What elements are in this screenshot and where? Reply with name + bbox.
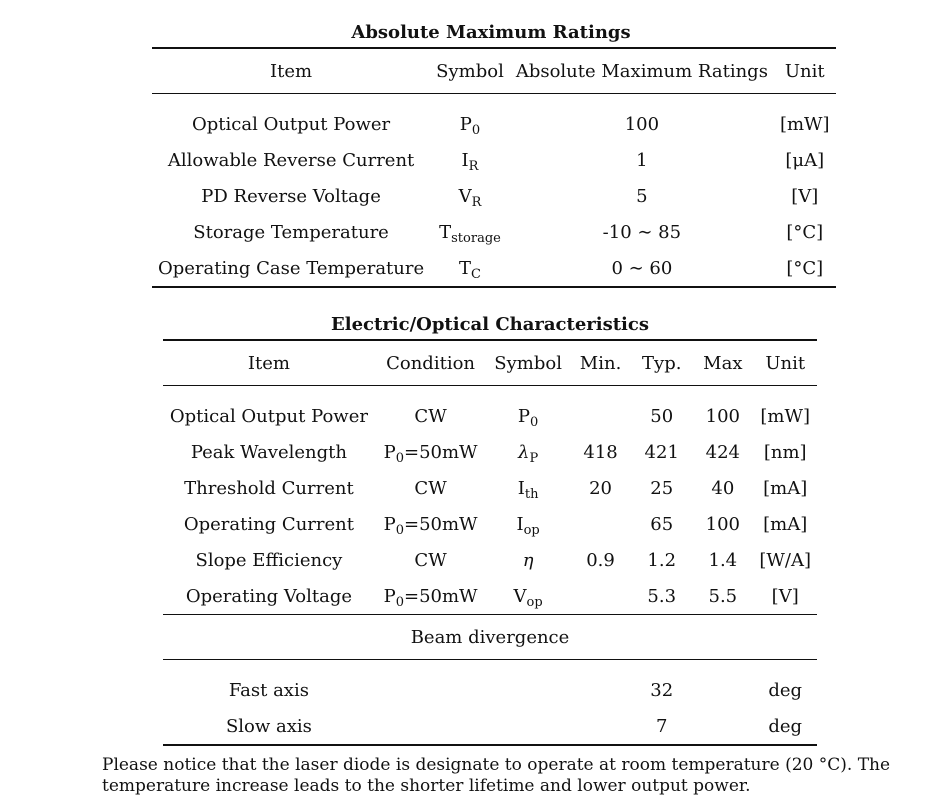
eoc-symbol: $\lambda_P$ (518, 441, 539, 466)
eoc-unit: [mA] (763, 513, 808, 535)
amr-item: Optical Output Power (192, 113, 391, 135)
amr-header-symbol: Symbol (430, 48, 510, 94)
eoc-item: Operating Voltage (185, 585, 352, 607)
absolute-max-ratings-table (152, 47, 836, 288)
amr-symbol: $V_R$ (458, 185, 482, 210)
section-row (163, 615, 817, 660)
amr-header-rating: Absolute Maximum Ratings (510, 48, 774, 94)
eoc-symbol: $V_{op}$ (513, 585, 543, 610)
eoc-condition: CW (414, 405, 447, 427)
amr-symbol: $I_R$ (461, 149, 479, 174)
eoc-unit: [V] (771, 585, 799, 607)
eoc-symbol: $P_0$ (517, 405, 539, 430)
eoc-condition: $P_0=50mW$ (383, 513, 478, 538)
eoc-max: 424 (705, 441, 740, 463)
eoc-item: Threshold Current (184, 477, 354, 499)
amr-item: PD Reverse Voltage (201, 185, 381, 207)
eoc-unit: deg (768, 679, 803, 701)
eoc-unit: [W/A] (759, 549, 811, 571)
table-row (152, 142, 836, 178)
eoc-max: 100 (705, 405, 740, 427)
amr-symbol: $T_{storage}$ (439, 221, 501, 246)
eoc-condition: $P_0=50mW$ (383, 585, 478, 610)
table-row (163, 708, 817, 745)
eoc-item: Slope Efficiency (195, 549, 343, 571)
eoc-item: Operating Current (183, 513, 354, 535)
eoc-item: Slow axis (163, 708, 375, 745)
eoc-typ: 50 (650, 405, 674, 427)
eoc-max: 100 (705, 513, 740, 535)
amr-unit: [°C] (786, 221, 824, 243)
eoc-header-condition: Condition (375, 340, 486, 386)
table-row (152, 214, 836, 250)
eoc-min: 418 (583, 441, 618, 463)
table-row (163, 506, 817, 542)
table-row (163, 578, 817, 615)
amr-header-item: Item (152, 48, 430, 94)
amr-item: Allowable Reverse Current (167, 149, 415, 171)
table-row (163, 386, 817, 435)
eoc-condition: CW (414, 549, 447, 571)
eoc-max: 5.5 (708, 585, 738, 607)
table-row (163, 660, 817, 709)
eoc-min (570, 506, 631, 542)
amr-value: 1 (636, 149, 648, 171)
eoc-condition: CW (414, 477, 447, 499)
amr-symbol: $P_0$ (459, 113, 481, 138)
eoc-symbol: $I_{th}$ (517, 477, 539, 502)
eoc-item: Peak Wavelength (190, 441, 347, 463)
eoc-typ: 421 (644, 441, 679, 463)
eoc-typ: 5.3 (647, 585, 677, 607)
eoc-min (570, 578, 631, 615)
eoc-unit: deg (753, 708, 817, 745)
amr-unit: [V] (791, 185, 819, 207)
table-row (152, 250, 836, 287)
eoc-header-min: Min. (570, 340, 631, 386)
amr-unit: [μA] (785, 149, 825, 171)
amr-unit: [mW] (779, 113, 830, 135)
table-row (163, 542, 817, 578)
eoc-title: Electric/Optical Characteristics (331, 314, 649, 335)
eoc-unit: [mA] (763, 477, 808, 499)
eoc-header-max: Max (692, 340, 753, 386)
eoc-max: 40 (711, 477, 735, 499)
table-row (152, 94, 836, 143)
eoc-unit: [mW] (760, 405, 810, 427)
eoc-symbol: η (522, 549, 534, 571)
eoc-typ: 65 (650, 513, 674, 535)
eoc-header-typ: Typ. (631, 340, 692, 386)
eoc-min: 20 (589, 477, 612, 499)
electric-optical-table (163, 339, 817, 746)
amr-item: Storage Temperature (193, 221, 389, 243)
eoc-min (570, 386, 631, 435)
eoc-symbol: $I_{op}$ (516, 513, 540, 538)
eoc-item: Fast axis (228, 679, 309, 701)
amr-value: 0 ∼ 60 (510, 250, 774, 287)
table-row (163, 470, 817, 506)
eoc-max: 1.4 (708, 549, 738, 571)
eoc-min: 0.9 (586, 549, 615, 571)
table-row (163, 434, 817, 470)
footnote-text: Please notice that the laser diode is designate to operate at room temperature (20 °C). The temperature increase leads to the shorter lifetime and lower output power. (102, 755, 891, 796)
eoc-header-item: Item (163, 340, 375, 386)
eoc-typ: 1.2 (647, 549, 677, 571)
amr-title: Absolute Maximum Ratings (351, 22, 631, 43)
beam-divergence-label: Beam divergence (163, 615, 817, 660)
amr-header-unit: Unit (774, 48, 836, 94)
table-row (152, 178, 836, 214)
amr-symbol: $T_C$ (430, 250, 510, 287)
amr-item: Operating Case Temperature (152, 250, 430, 287)
eoc-typ: 25 (650, 477, 674, 499)
amr-unit: [°C] (774, 250, 836, 287)
amr-value: 5 (636, 185, 648, 207)
eoc-item: Optical Output Power (169, 405, 368, 427)
amr-value: 100 (624, 113, 660, 135)
amr-value: -10 ∼ 85 (602, 221, 682, 243)
eoc-header-symbol: Symbol (486, 340, 570, 386)
eoc-typ: 32 (650, 679, 674, 701)
eoc-header-unit: Unit (753, 340, 817, 386)
eoc-condition: $P_0=50mW$ (383, 441, 478, 466)
eoc-typ: 7 (631, 708, 692, 745)
eoc-unit: [nm] (763, 441, 807, 463)
